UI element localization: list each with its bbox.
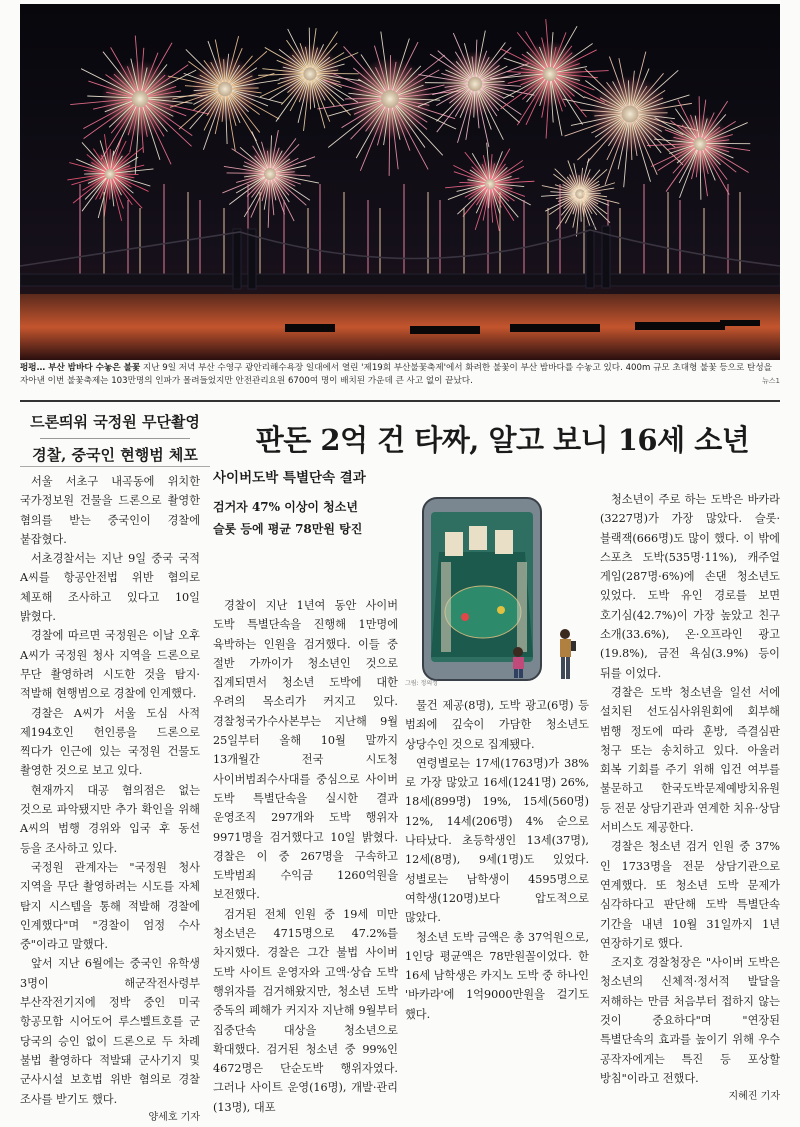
illustration-image: [405, 492, 589, 687]
side-article-body: [20, 472, 200, 1127]
paragraph: 경찰이 지난 1년여 동안 사이버 도박 특별단속을 진행해 1만명에 육박하는 인원을 검거했다. 이들 중 절반 가까이가 청소년인 것으로 집계되면서 청소년 도박에 대한 우려의 목소리가 커지고 있다. 경찰청국가수사본부는 지난해 9월 25일부터 올해 10월 말까지 13개월간 전국 시도청 사이버범죄수사대를 중심으로 사이버 도박 특별단속을 실시한 결과 운영조직 297개와 도박 행위자 9971명을 검거했다고 10일 밝혔다. 경찰은 이 중 267명을 구속하고 도박범죄 수익금 1260억원을 보전했다.: [213, 596, 398, 905]
side-article-headline: [20, 408, 210, 469]
fireworks-image: [20, 4, 780, 360]
paragraph: 청소년 도박 금액은 총 37억원으로, 1인당 평균액은 78만원꼴이었다. 한 16세 남학생은 카지노 도박 중 하나인 '바카라'에 1억9000만원을 걸기도 했다.: [405, 928, 589, 1024]
side-divider: [20, 466, 210, 467]
paragraph: 국정원 관계자는 "국정원 청사 지역을 무단 촬영하려는 시도를 자체 탐지 시스템을 통해 적발해 경찰에 인계했다"며 "경찰이 엄정 수사 중"이라고 말했다.: [20, 858, 200, 954]
headline-separator: [40, 438, 190, 439]
main-article-column-4: [600, 490, 780, 1106]
paragraph: 경찰에 따르면 국정원은 이날 오후 A씨가 국정원 청사 지역을 드론으로 무단 촬영하려 시도한 것을 탐지·적발해 현행범으로 경찰에 인계했다.: [20, 626, 200, 703]
main-article-column-3: [405, 696, 589, 1024]
paragraph: 경찰은 A씨가 서울 도심 사적 제194호인 헌인릉을 드론으로 찍다가 인근에 있는 국정원 건물도 촬영한 것으로 보고 있다.: [20, 704, 200, 781]
side-headline-1: 드론띄워 국정원 무단촬영: [30, 413, 200, 431]
paragraph: 물건 제공(8명), 도박 광고(6명) 등 범죄에 깊숙이 가담한 청소년도 상당수인 것으로 집계됐다.: [405, 696, 589, 754]
illustration-credit: 그림: 정의성: [405, 678, 438, 687]
phone-gambling-illustration: [405, 492, 589, 687]
paragraph: 서초경찰서는 지난 9일 중국 국적 A씨를 항공안전법 위반 혐의로 체포해 조사하고 있다고 10일 밝혔다.: [20, 549, 200, 626]
section-divider: [20, 400, 780, 402]
paragraph: 경찰은 도박 청소년을 일선 서에 설치된 선도심사위원회에 회부해 범행 정도에 따라 훈방, 즉결심판 청구 또는 송치하고 있다. 아울러 회복 기회를 주기 위해 입건 여부를 불문하고 한국도박문제예방치유원 등 전문 상담기관과 연계한 치유·상담 서비스도 제공한다.: [600, 683, 780, 837]
subhead-1: 검거자 47% 이상이 청소년: [213, 496, 398, 518]
paragraph: 연령별로는 17세(1763명)가 38%로 가장 많았고 16세(1241명) 26%, 18세(899명) 19%, 15세(560명) 12%, 14세(206명) 4% 순으로 나타났다. 초등학생인 13세(37명), 12세(8명), 9세(1명)도 있었다. 성별로는 남학생이 4595명으로 여학생(120명)보다 압도적으로 많았다.: [405, 754, 589, 928]
paragraph: 청소년이 주로 하는 도박은 바카라(3227명)가 가장 많았다. 슬롯·블랙잭(666명)도 많이 했다. 이 밖에 스포츠 도박(535명·11%), 캐주얼 게임(287명·6%)에 손댄 청소년도 있었다. 도박 유인 경로를 보면 호기심(42.7%)이 가장 높았고 친구 소개(33.6%), 온·오프라인 광고(19.8%), 금전 욕심(3.9%) 등이 뒤를 이었다.: [600, 490, 780, 683]
paragraph: 현재까지 대공 혐의점은 없는 것으로 파악됐지만 추가 확인을 위해 A씨의 범행 경위와 입국 후 동선 등을 조사하고 있다.: [20, 781, 200, 858]
paragraph: 조지호 경찰청장은 "사이버 도박은 청소년의 신체적·정서적 발달을 저해하는 만큼 처음부터 접하지 않는 것이 중요하다"며 "연장된 특별단속의 효과를 높이기 위해 우수 공작자에게는 특진 등 포상할 방침"이라고 전했다.: [600, 953, 780, 1088]
paragraph: 서울 서초구 내곡동에 위치한 국가정보원 건물을 드론으로 촬영한 혐의를 받는 중국인이 경찰에 붙잡혔다.: [20, 472, 200, 549]
paragraph: 경찰은 청소년 검거 인원 중 37%인 1733명을 전문 상담기관으로 연계했다. 또 청소년 도박 문제가 심각하다고 판단해 도박 특별단속 기간을 내년 10월 31일까지 1년 연장하기로 했다.: [600, 837, 780, 953]
byline: 양세호 기자: [20, 1109, 200, 1127]
fireworks-photo: [20, 4, 780, 360]
main-subheads: [213, 466, 398, 540]
main-headline: 판돈 2억 건 타짜, 알고 보니 16세 소년: [225, 418, 780, 459]
paragraph: 검거된 전체 인원 중 19세 미만 청소년은 4715명으로 47.2%를 차지했다. 경찰은 그간 불법 사이버 도박 사이트 운영자와 고액·상습 도박 행위자를 검거해왔지만, 청소년 도박 중독의 폐해가 커지자 지난해 9월부터 집중단속 대상을 청소년으로 확대했다. 검거된 청소년 중 99%인 4672명은 단순도박 행위자였다. 그러나 사이트 운영(16명), 개발·관리(13명), 대포: [213, 905, 398, 1117]
photo-credit: 뉴스1: [762, 375, 780, 388]
side-headline-2: 경찰, 중국인 현행범 체포: [32, 446, 198, 464]
main-article-column-2: [213, 596, 398, 1117]
photo-caption: [20, 362, 780, 388]
caption-text: 지난 9일 저녁 부산 수영구 광안리해수욕장 일대에서 열린 '제19회 부산불꽃축제'에서 화려한 불꽃이 부산 밤바다를 수놓고 있다. 400m 규모 초대형 불꽃 등으로 탄성을 자아낸 이번 불꽃축제는 103만명의 인파가 몰려들었지만 안전관리요원 6700여 명이 배치된 가운데 큰 사고 없이 끝났다.: [20, 363, 772, 386]
caption-title: 펑펑… 부산 밤바다 수놓은 불꽃: [20, 363, 140, 373]
byline: 지혜진 기자: [600, 1088, 780, 1106]
kicker: 사이버도박 특별단속 결과: [213, 466, 398, 486]
paragraph: 앞서 지난 6월에는 중국인 유학생 3명이 해군작전사령부 부산작전기지에 정박 중인 미국 항공모함 시어도어 루스벨트호를 군 당국의 승인 없이 드론으로 두 차례 불법 촬영하다 적발돼 군사기지 및 군사시설 보호법 위반 혐의로 경찰 조사를 받기도 했다.: [20, 954, 200, 1108]
subhead-2: 슬롯 등에 평균 78만원 탕진: [213, 518, 398, 540]
